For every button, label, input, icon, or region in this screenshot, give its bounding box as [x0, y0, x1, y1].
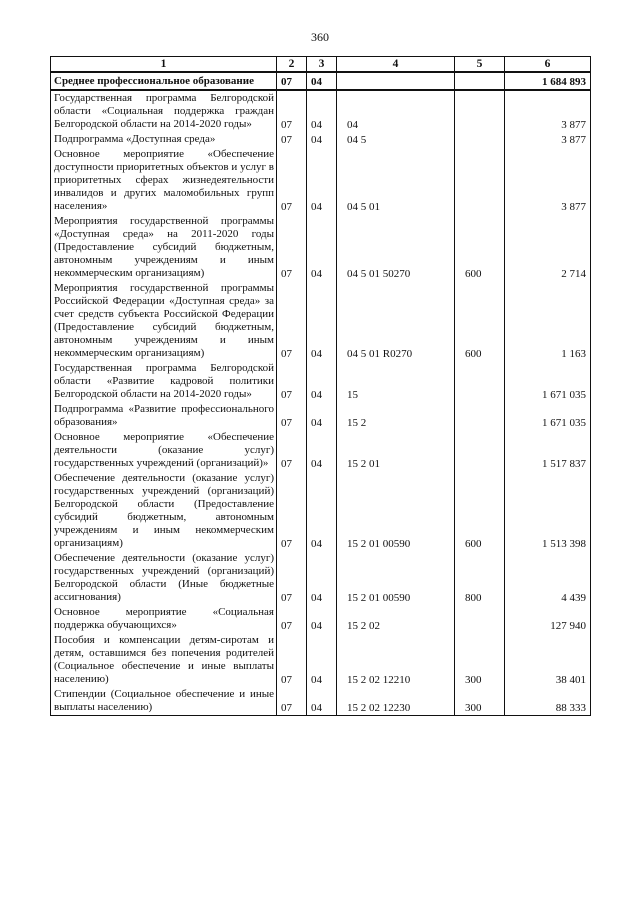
- section-amount: 1 684 893: [505, 72, 591, 90]
- row-rz: 07: [277, 90, 307, 132]
- row-vr: 600: [455, 471, 505, 551]
- section-pr: 04: [307, 72, 337, 90]
- section-row: [51, 72, 591, 90]
- page-number: 360: [311, 30, 329, 44]
- row-csr: 15 2 01 00590: [337, 471, 455, 551]
- row-rz: 07: [277, 430, 307, 471]
- table-row: [51, 551, 591, 605]
- row-amount: 3 877: [505, 147, 591, 214]
- row-amount: 3 877: [505, 132, 591, 147]
- column-number: 3: [307, 57, 337, 73]
- row-vr: [455, 361, 505, 402]
- row-pr: 04: [307, 361, 337, 402]
- table-row: [51, 132, 591, 147]
- row-amount: 1 517 837: [505, 430, 591, 471]
- row-name: Стипендии (Социальное обеспечение и иные выплаты населению): [51, 687, 277, 716]
- row-amount: 4 439: [505, 551, 591, 605]
- row-vr: [455, 605, 505, 633]
- section-csr: [337, 72, 455, 90]
- row-pr: 04: [307, 281, 337, 361]
- row-rz: 07: [277, 132, 307, 147]
- row-name: Подпрограмма «Развитие профессионального образования»: [51, 402, 277, 430]
- row-pr: 04: [307, 471, 337, 551]
- row-amount: 2 714: [505, 214, 591, 281]
- row-csr: 04 5: [337, 132, 455, 147]
- row-rz: 07: [277, 605, 307, 633]
- row-csr: 15 2 01 00590: [337, 551, 455, 605]
- row-csr: 15 2 02 12210: [337, 633, 455, 687]
- row-vr: [455, 132, 505, 147]
- column-number: 4: [337, 57, 455, 73]
- row-name: Подпрограмма «Доступная среда»: [51, 132, 277, 147]
- column-number-row: [51, 57, 591, 73]
- row-csr: 04: [337, 90, 455, 132]
- row-amount: 3 877: [505, 90, 591, 132]
- row-rz: 07: [277, 551, 307, 605]
- table-row: [51, 633, 591, 687]
- row-vr: 300: [455, 633, 505, 687]
- row-name: Обеспечение деятельности (оказание услуг) государственных учреждений (организаций) Белгородской области (Предоставление субсидий бюджетным, автономным учреждениям и иным некоммерческим организациям): [51, 471, 277, 551]
- row-rz: 07: [277, 687, 307, 716]
- row-rz: 07: [277, 471, 307, 551]
- table-row: [51, 402, 591, 430]
- table-row: [51, 147, 591, 214]
- row-name: Пособия и компенсации детям-сиротам и детям, оставшимся без попечения родителей (Социальное обеспечение и иные выплаты населению): [51, 633, 277, 687]
- section-name: Среднее профессиональное образование: [51, 72, 277, 90]
- row-csr: 04 5 01 50270: [337, 214, 455, 281]
- row-pr: 04: [307, 633, 337, 687]
- row-name: Основное мероприятие «Обеспечение деятельности (оказание услуг) государственных учреждений (организаций)»: [51, 430, 277, 471]
- row-pr: 04: [307, 605, 337, 633]
- row-name: Государственная программа Белгородской области «Социальная поддержка граждан Белгородской области на 2014-2020 годы»: [51, 90, 277, 132]
- row-vr: [455, 147, 505, 214]
- table-row: [51, 361, 591, 402]
- column-number: 1: [51, 57, 277, 73]
- row-csr: 15 2 02: [337, 605, 455, 633]
- row-pr: 04: [307, 90, 337, 132]
- column-number: 5: [455, 57, 505, 73]
- section-vr: [455, 72, 505, 90]
- row-pr: 04: [307, 402, 337, 430]
- row-pr: 04: [307, 687, 337, 716]
- row-amount: 1 163: [505, 281, 591, 361]
- row-csr: 04 5 01: [337, 147, 455, 214]
- row-name: Основное мероприятие «Обеспечение доступности приоритетных объектов и услуг в приоритетных сферах жизнедеятельности инвалидов и других маломобильных групп населения»: [51, 147, 277, 214]
- row-amount: 1 671 035: [505, 402, 591, 430]
- column-number: 2: [277, 57, 307, 73]
- row-vr: [455, 90, 505, 132]
- row-rz: 07: [277, 214, 307, 281]
- row-vr: 300: [455, 687, 505, 716]
- budget-table: [50, 56, 591, 716]
- row-name: Государственная программа Белгородской области «Развитие кадровой политики Белгородской области на 2014-2020 годы»: [51, 361, 277, 402]
- row-amount: 127 940: [505, 605, 591, 633]
- table-row: [51, 214, 591, 281]
- row-csr: 15 2 02 12230: [337, 687, 455, 716]
- row-pr: 04: [307, 430, 337, 471]
- row-csr: 15 2 01: [337, 430, 455, 471]
- section-rz: 07: [277, 72, 307, 90]
- row-name: Основное мероприятие «Социальная поддержка обучающихся»: [51, 605, 277, 633]
- column-number: 6: [505, 57, 591, 73]
- row-csr: 15: [337, 361, 455, 402]
- table-row: [51, 90, 591, 132]
- row-amount: 1 513 398: [505, 471, 591, 551]
- row-csr: 04 5 01 R0270: [337, 281, 455, 361]
- row-pr: 04: [307, 214, 337, 281]
- row-vr: 600: [455, 281, 505, 361]
- row-name: Обеспечение деятельности (оказание услуг) государственных учреждений (организаций) Белгородской области (Иные бюджетные ассигнования): [51, 551, 277, 605]
- row-name: Мероприятия государственной программы Российской Федерации «Доступная среда» за счет средств субъекта Российской Федерации (Предоставление субсидий бюджетным, автономным учреждениям и иным некоммерческим организациям): [51, 281, 277, 361]
- row-rz: 07: [277, 281, 307, 361]
- row-pr: 04: [307, 147, 337, 214]
- row-amount: 88 333: [505, 687, 591, 716]
- table-row: [51, 471, 591, 551]
- row-pr: 04: [307, 551, 337, 605]
- row-pr: 04: [307, 132, 337, 147]
- table-row: [51, 281, 591, 361]
- table-row: [51, 605, 591, 633]
- table-row: [51, 687, 591, 716]
- row-amount: 1 671 035: [505, 361, 591, 402]
- row-rz: 07: [277, 147, 307, 214]
- table-row: [51, 430, 591, 471]
- row-csr: 15 2: [337, 402, 455, 430]
- row-vr: 800: [455, 551, 505, 605]
- row-vr: 600: [455, 214, 505, 281]
- row-rz: 07: [277, 402, 307, 430]
- row-rz: 07: [277, 633, 307, 687]
- row-amount: 38 401: [505, 633, 591, 687]
- row-rz: 07: [277, 361, 307, 402]
- row-name: Мероприятия государственной программы «Доступная среда» на 2011-2020 годы (Предоставление субсидий бюджетным, автономным учреждениям и иным некоммерческим организациям): [51, 214, 277, 281]
- row-vr: [455, 430, 505, 471]
- row-vr: [455, 402, 505, 430]
